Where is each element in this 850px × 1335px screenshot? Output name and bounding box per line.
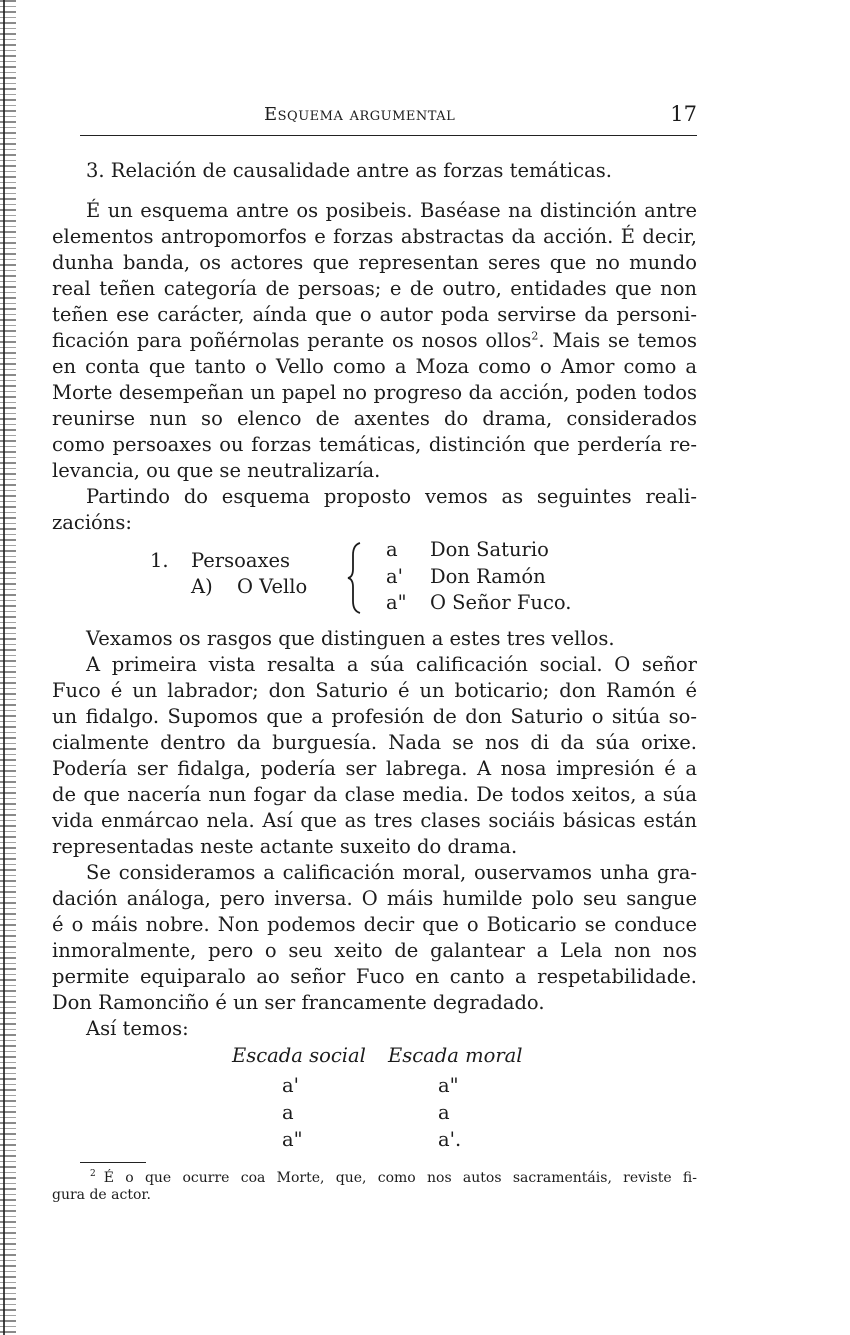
text-line: Don Ramonciño é un ser francamente degradado. (52, 991, 545, 1014)
text-line: cialmente dentro da burguesía. Nada se nos di da súa orixe. (52, 731, 697, 754)
footnote-line (52, 1170, 697, 1187)
scheme-sub-name: O Vello (237, 575, 308, 598)
text-line: levancia, ou que se neutralizaría. (52, 459, 381, 482)
text-line: un fidalgo. Supomos que a profesión de don Saturio o sitúa so- (52, 705, 697, 728)
text-line: reunirse nun so elenco de axentes do drama, considerados (52, 407, 697, 430)
text-line: dación análoga, pero inversa. O máis humilde polo seu sangue (52, 887, 697, 910)
moral-ladder-heading: Escada moral (388, 1044, 523, 1067)
text-fragment: . Mais se temos (538, 329, 698, 352)
text-line: Podería ser fidalga, podería ser labrega. A nosa impresión é a (52, 757, 697, 780)
footnote (52, 1170, 697, 1204)
book-spine-line (3, 0, 5, 1335)
page-number: 17 (670, 102, 697, 126)
scheme-name: Don Saturio (430, 538, 549, 561)
ladder-item: a' (282, 1074, 299, 1097)
text-line: como persoaxes ou forzas temáticas, distinción que perdería re- (52, 433, 697, 456)
text-line: dunha banda, os actores que representan seres que no mundo (52, 251, 697, 274)
paragraph-3 (52, 626, 697, 860)
text-line: A primeira vista resalta a súa calificación social. O señor (86, 653, 697, 676)
header-title: Esquema argumental (264, 104, 456, 125)
text-line: Se consideramos a calificación moral, ouservamos unha gra- (86, 861, 697, 884)
text-line: teñen ese carácter, aínda que o autor poda servirse da personi- (52, 303, 697, 326)
scheme-number: 1. (150, 549, 169, 572)
ladder-item: a (438, 1101, 450, 1124)
ladder-item: a" (282, 1128, 303, 1151)
text-line: Fuco é un labrador; don Saturio é un boticario; don Ramón é (52, 679, 697, 702)
scheme-sub-letter: A) (191, 575, 213, 598)
footnote-mark: 2 (90, 1169, 96, 1180)
scheme-mark: a (386, 538, 398, 561)
social-ladder-heading: Escada social (232, 1044, 366, 1067)
scheme-mark: a' (386, 564, 403, 588)
text-line: permite equiparalo ao señor Fuco en canto a respetabilidade. (52, 965, 697, 988)
text-line: elementos antropomorfos e forzas abstractas da acción. É decir, (52, 225, 697, 248)
scheme-names (430, 537, 572, 617)
footnote-text: É o que ocurre coa Morte, que, como nos autos sacramentáis, reviste fi- (103, 1170, 697, 1186)
text-line: real teñen categoría de persoas; e de outro, entidades que non (52, 277, 697, 300)
text-line: É un esquema antre os posibeis. Baséase na distinción antre (86, 199, 697, 222)
text-line: Partindo do esquema proposto vemos as seguintes reali- (86, 485, 697, 508)
section-heading-text: 3. Relación de causalidade antre as forzas temáticas. (86, 159, 612, 182)
scheme-label: Persoaxes (191, 549, 291, 572)
footnote-reference[interactable]: 2 (531, 329, 539, 343)
ladder-item: a" (438, 1074, 459, 1097)
header-rule (80, 135, 697, 136)
curly-brace (346, 541, 366, 615)
text-line: Así temos: (86, 1017, 189, 1040)
moral-ladder-column (438, 1072, 461, 1153)
text-line-with-footnote (52, 328, 697, 354)
scheme-name: O Señor Fuco. (430, 591, 572, 614)
text-line: vida enmárcao nela. Así que as tres clases sociáis básicas están (52, 809, 697, 832)
ladder-item: a'. (438, 1128, 462, 1151)
text-fragment: ficación para poñérnolas perante os nosos ollos (52, 329, 532, 352)
scheme-name: Don Ramón (430, 564, 546, 588)
text-line: inmoralmente, pero o seu xeito de galantear a Lela non nos (52, 939, 697, 962)
text-line: Vexamos os rasgos que distinguen a estes tres vellos. (86, 627, 615, 650)
running-header (80, 104, 697, 136)
scheme-marks (386, 537, 407, 617)
text-line: é o máis nobre. Non podemos decir que o Boticario se conduce (52, 913, 697, 936)
text-line: de que nacería nun fogar da clase media. De todos xeitos, a súa (52, 783, 697, 806)
scheme-mark: a" (386, 591, 407, 614)
paragraph-1 (52, 198, 697, 484)
text-line: en conta que tanto o Vello como a Moza como o Amor como a (52, 355, 697, 378)
ladder-comparison (232, 1044, 552, 1156)
text-line: Morte desempeñan un papel no progreso da acción, poden todos (52, 381, 697, 404)
social-ladder-column (282, 1072, 303, 1153)
footnote-rule (80, 1162, 146, 1163)
paragraph-2 (52, 484, 697, 536)
text-line: representadas neste actante suxeito do drama. (52, 835, 518, 858)
ladder-item: a (282, 1101, 294, 1124)
text-line: zacións: (52, 511, 132, 534)
section-heading (52, 158, 697, 184)
footnote-line: gura de actor. (52, 1187, 152, 1203)
paragraph-4 (52, 860, 697, 1042)
persoaxes-scheme (150, 537, 610, 617)
